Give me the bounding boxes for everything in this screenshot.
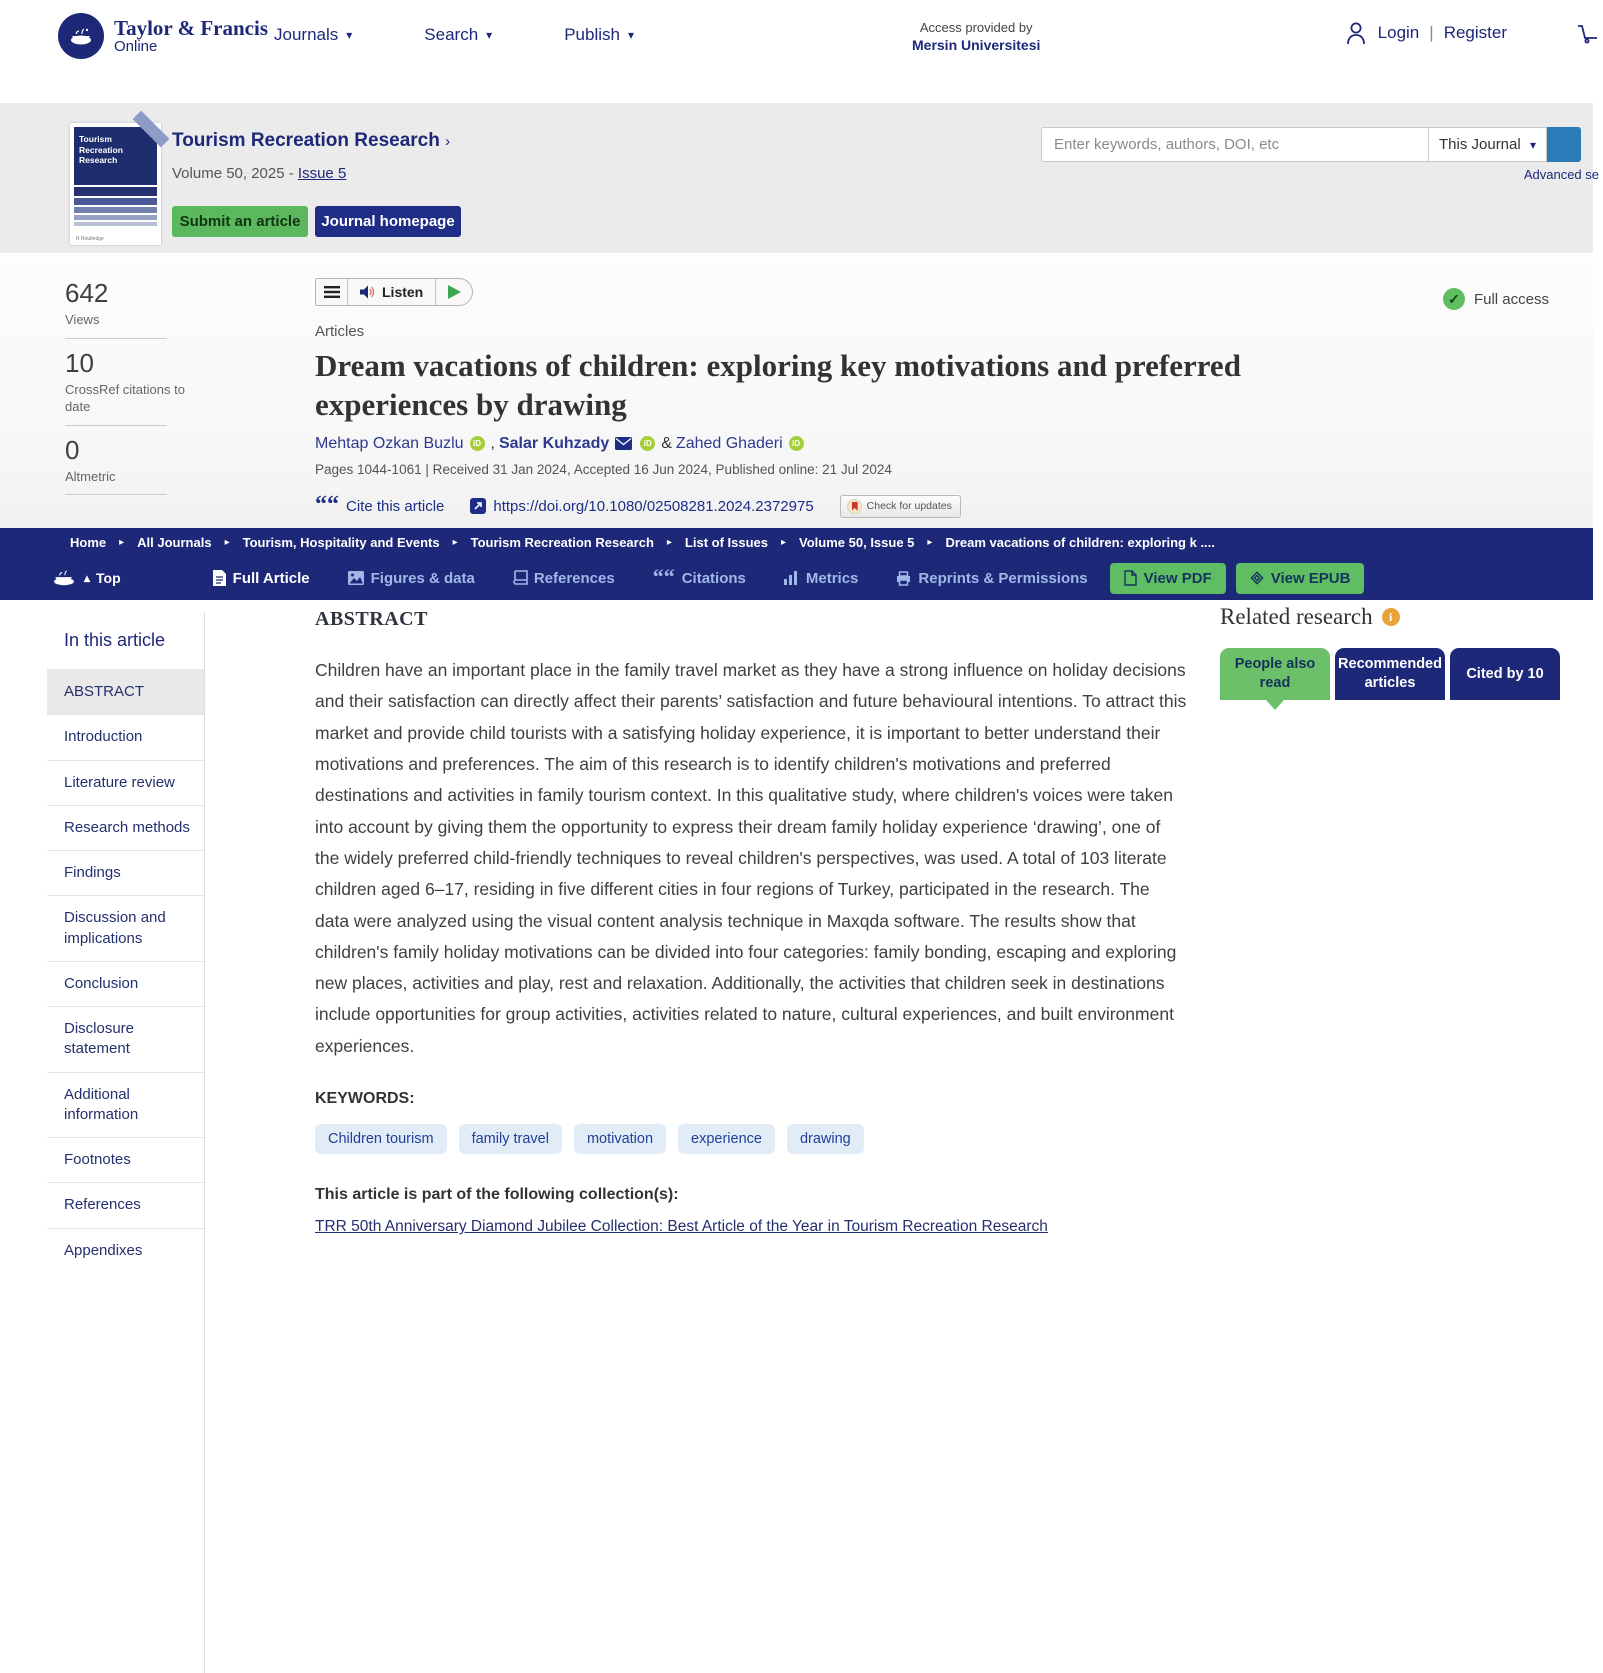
sidebar-item-footnotes[interactable]: Footnotes <box>47 1137 204 1182</box>
authors-line: Mehtap Ozkan Buzlu iD , Salar Kuhzady iD & Zahed Ghaderi iD <box>315 435 1295 453</box>
breadcrumb-arrow-icon: ▸ <box>119 536 125 548</box>
tab-figures-data[interactable]: Figures & data <box>348 570 475 587</box>
view-pdf-button[interactable]: View PDF <box>1110 563 1226 594</box>
journal-title-link[interactable]: Tourism Recreation Research › <box>172 130 451 151</box>
crossref-count: 10 <box>65 347 94 378</box>
institution-name: Mersin Universitesi <box>912 37 1041 53</box>
abstract-section <box>315 608 1187 1236</box>
pdf-icon <box>1124 570 1137 586</box>
breadcrumb-current-article: Dream vacations of children: exploring k .... <box>945 534 1215 550</box>
tab-recommended-articles[interactable]: Recommended articles <box>1335 648 1445 700</box>
sidebar-item-disclosure[interactable]: Disclosure statement <box>47 1006 204 1072</box>
submit-article-button[interactable]: Submit an article <box>172 206 308 237</box>
breadcrumb-home[interactable]: Home <box>70 534 107 550</box>
quote-icon: ““ <box>652 564 675 589</box>
sidebar-item-conclusion[interactable]: Conclusion <box>47 961 204 1006</box>
login-link[interactable]: Login <box>1377 23 1420 42</box>
breadcrumb-all-journals[interactable]: All Journals <box>137 534 212 550</box>
full-access-badge: ✓ Full access <box>1443 288 1549 310</box>
tab-citations[interactable]: ““ Citations <box>652 564 746 589</box>
top-header <box>0 0 1593 103</box>
breadcrumb-issue[interactable]: Volume 50, Issue 5 <box>799 534 915 550</box>
related-research-panel <box>1220 604 1580 700</box>
chevron-down-icon: ▾ <box>486 28 493 42</box>
breadcrumb <box>0 528 1593 556</box>
altmetric-count: 0 <box>65 434 80 465</box>
book-icon <box>513 571 527 586</box>
keyword-tag[interactable]: drawing <box>787 1124 864 1154</box>
article-metrics: 642 Views 10 CrossRef citations to date 0 Altmetric <box>65 278 185 504</box>
journal-scope-select[interactable]: This Journal ▾ <box>1429 127 1547 162</box>
sidebar-item-abstract[interactable]: ABSTRACT <box>47 669 204 714</box>
abstract-heading: ABSTRACT <box>315 608 428 630</box>
tab-reprints-permissions[interactable]: Reprints & Permissions <box>896 570 1087 587</box>
chevron-up-icon: ▴ <box>84 571 91 585</box>
image-icon <box>348 571 364 585</box>
article-header <box>0 253 1593 528</box>
chevron-down-icon: ▾ <box>627 28 634 42</box>
journal-homepage-button[interactable]: Journal homepage <box>315 206 461 237</box>
collections-heading: This article is part of the following collection(s): <box>315 1186 679 1204</box>
chevron-down-icon: ▾ <box>1529 137 1536 152</box>
lamp-logo-icon-white <box>50 569 78 587</box>
orcid-icon[interactable]: iD <box>789 436 804 451</box>
tab-full-article[interactable]: Full Article <box>213 570 310 587</box>
chevron-down-icon: ▾ <box>346 28 353 42</box>
journal-cover-image[interactable] <box>70 123 161 245</box>
keyword-tag[interactable]: experience <box>678 1124 775 1154</box>
sidebar-heading: In this article <box>64 630 166 650</box>
publication-dates: Pages 1044-1061 | Received 31 Jan 2024, Accepted 16 Jun 2024, Published online: 21 Jul 2024 <box>315 461 892 477</box>
sidebar-item-findings[interactable]: Findings <box>47 850 204 895</box>
breadcrumb-arrow-icon: ▸ <box>224 536 230 548</box>
breadcrumb-arrow-icon: ▸ <box>781 536 787 548</box>
keyword-tag[interactable]: Children tourism <box>315 1124 447 1154</box>
access-provider: Access provided by Mersin Universitesi <box>912 20 1041 53</box>
nav-search[interactable]: Search ▾ <box>424 25 493 44</box>
tab-metrics[interactable]: Metrics <box>784 570 859 587</box>
breadcrumb-list-of-issues[interactable]: List of Issues <box>684 534 768 550</box>
advanced-search-link[interactable]: Advanced se <box>1523 167 1599 182</box>
orcid-icon[interactable]: iD <box>470 436 485 451</box>
issue-link[interactable]: Issue 5 <box>297 165 347 182</box>
taylor-francis-logo[interactable] <box>58 13 268 59</box>
cart-icon[interactable] <box>1577 24 1603 44</box>
breadcrumb-arrow-icon: ▸ <box>666 536 672 548</box>
routledge-mini-logo: R Routledge <box>76 236 104 242</box>
account-area: Login | Register <box>1344 20 1507 46</box>
back-to-top-button[interactable]: ▴ Top <box>50 569 121 587</box>
sidebar-item-literature-review[interactable]: Literature review <box>47 760 204 805</box>
abstract-text: Children have an important place in the family travel market as they have a strong influence on holiday decisions and their satisfaction can directly affect their parents’ satisfaction and future behavioural intentions. To attract this market and provide child tourists with a satisfying holiday experience, it is important to better understand their motivations and preferences. The aim of this research is to identify children's motivations and preferred destinations and activities in family tourism context. In this qualitative study, where children's voices were taken into account by giving them the opportunity to express their dream family holiday experience ‘drawing’, one of the widely preferred child-friendly techniques to reveal children's perspectives, was used. A total of 103 literate children aged 6–17, residing in five different cities in four regions of Turkey, participated in the research. The data were analyzed using the visual content analysis technique in Maxqda software. The results show that children's family holiday motivations can be divided into four categories: family bonding, escaping and exploring new places, activities and play, rest and relaxation. Additionally, the activities that children seek in destinations include opportunities for group activities, activities related to nature, cultural experiences, and built environment experiences. <box>315 660 1187 1056</box>
nav-journals[interactable]: Journals ▾ <box>274 25 353 44</box>
collection-link[interactable]: TRR 50th Anniversary Diamond Jubilee Collection: Best Article of the Year in Tourism Recreation Research <box>315 1218 1048 1236</box>
cite-article-button[interactable]: ““ Cite this article <box>315 492 445 519</box>
sidebar-item-references[interactable]: References <box>47 1182 204 1227</box>
person-icon <box>1344 20 1368 46</box>
sidebar-item-discussion[interactable]: Discussion and implications <box>47 895 204 961</box>
check-for-updates-badge[interactable]: Check for updates <box>840 495 961 518</box>
lamp-logo-icon <box>58 13 104 59</box>
external-link-icon <box>470 498 486 514</box>
nav-publish[interactable]: Publish ▾ <box>564 25 634 44</box>
listen-widget[interactable] <box>315 278 473 306</box>
view-epub-button[interactable]: View EPUB <box>1236 563 1365 594</box>
document-icon <box>213 570 226 586</box>
speaker-icon <box>360 285 376 299</box>
register-link[interactable]: Register <box>1443 23 1507 42</box>
primary-nav <box>274 0 634 70</box>
keyword-tag[interactable]: motivation <box>574 1124 666 1154</box>
epub-diamond-icon <box>1250 571 1264 585</box>
play-icon[interactable] <box>436 279 472 305</box>
search-input[interactable] <box>1041 127 1429 162</box>
printer-icon <box>896 571 911 586</box>
logo-line1: Taylor & Francis <box>114 16 269 41</box>
article-type-label: Articles <box>315 323 365 340</box>
listen-menu-icon[interactable] <box>316 279 348 305</box>
article-toolbar <box>0 556 1593 600</box>
views-count: 642 <box>65 278 109 308</box>
breadcrumb-arrow-icon: ▸ <box>452 536 458 548</box>
tab-people-also-read[interactable]: People also read <box>1220 648 1330 700</box>
crossmark-icon <box>847 499 862 514</box>
logo-line2: Online <box>114 38 158 56</box>
breadcrumb-journal[interactable]: Tourism Recreation Research <box>470 534 654 550</box>
journal-banner <box>0 103 1599 253</box>
bar-chart-icon <box>784 571 799 585</box>
breadcrumb-subject[interactable]: Tourism, Hospitality and Events <box>242 534 440 550</box>
breadcrumb-arrow-icon: ▸ <box>927 536 933 548</box>
sidebar-item-appendixes[interactable]: Appendixes <box>47 1228 204 1273</box>
tab-references[interactable]: References <box>513 570 615 587</box>
sidebar-item-introduction[interactable]: Introduction <box>47 714 204 759</box>
orcid-icon[interactable]: iD <box>640 436 655 451</box>
author-link[interactable]: Zahed Ghaderi <box>675 434 783 452</box>
sidebar-item-additional-info[interactable]: Additional information <box>47 1072 204 1138</box>
email-icon[interactable] <box>615 437 632 450</box>
author-link[interactable]: Mehtap Ozkan Buzlu <box>315 434 464 452</box>
keyword-tag[interactable]: family travel <box>459 1124 562 1154</box>
tab-cited-by[interactable]: Cited by 10 <box>1450 648 1560 700</box>
journal-search <box>1041 127 1581 162</box>
sidebar-item-research-methods[interactable]: Research methods <box>47 805 204 850</box>
cover-title: Tourism Recreation Research <box>79 134 123 166</box>
check-circle-icon: ✓ <box>1443 288 1465 310</box>
keywords-heading: KEYWORDS: <box>315 1090 415 1108</box>
related-research-heading: Related research <box>1220 604 1373 629</box>
chevron-right-icon: › <box>445 133 451 150</box>
info-icon[interactable]: i <box>1382 608 1400 626</box>
in-this-article-sidebar <box>47 612 205 1673</box>
listen-label: Listen <box>382 284 424 300</box>
author-link[interactable]: Salar Kuhzady <box>498 434 610 452</box>
volume-text: Volume 50, 2025 - <box>172 165 298 182</box>
quote-icon: ““ <box>315 492 339 519</box>
article-title: Dream vacations of children: exploring key motivations and preferred experiences by drawing <box>315 348 1241 423</box>
search-submit-button[interactable] <box>1547 127 1581 162</box>
doi-link[interactable]: https://doi.org/10.1080/02508281.2024.2372975 <box>470 498 813 515</box>
